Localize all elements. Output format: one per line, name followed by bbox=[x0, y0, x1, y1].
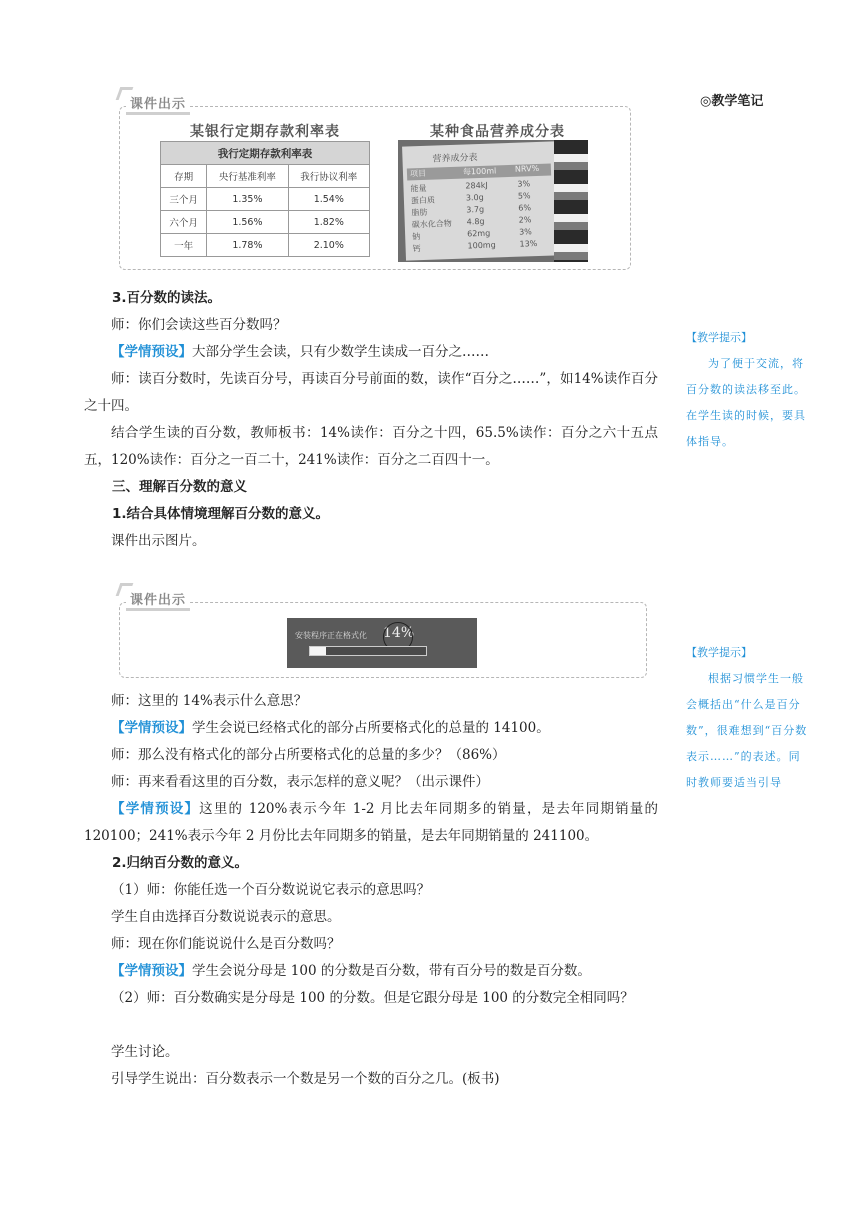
rate-cell: 三个月 bbox=[161, 188, 207, 211]
nutrition-header-row bbox=[407, 164, 551, 181]
preset-tag: 【学情预设】 bbox=[111, 801, 200, 817]
packaging-stripes bbox=[554, 140, 588, 262]
nutrition-rows bbox=[407, 178, 553, 255]
tip-text: 根据习惯学生一般会概括出“什么是百分数”，很难想到“百分数表示……”的表述。同时教师要适当引导 bbox=[686, 672, 808, 789]
preset-tag: 【学情预设】 bbox=[111, 720, 192, 736]
nutrition-cell: 3% bbox=[517, 179, 531, 189]
progress-fill bbox=[310, 647, 326, 655]
nutrition-header: 每100ml bbox=[462, 166, 497, 177]
nutrition-cell: 能量 bbox=[410, 183, 427, 194]
nutrition-cell: 62mg bbox=[466, 228, 491, 239]
courseware-label: 课件出示 bbox=[126, 93, 190, 115]
p15: （2）师：百分数确实是分母是 100 的分数。但是它跟分母是 100 的分数完全相同吗？ bbox=[111, 990, 634, 1006]
notes-header: ◎教学笔记 bbox=[700, 94, 764, 109]
rate-cell: 1.35% bbox=[207, 188, 288, 211]
progress-percent: 14% bbox=[383, 625, 415, 641]
table-row bbox=[161, 234, 370, 257]
format-progress-window bbox=[287, 618, 477, 668]
nutrition-cell: 脂肪 bbox=[411, 207, 428, 218]
nutrition-cell: 100mg bbox=[467, 240, 496, 251]
nutrition-header: 项目 bbox=[409, 168, 427, 179]
p12: 学生自由选择百分数说说表示的意思。 bbox=[111, 909, 341, 925]
nutrition-cell: 蛋白质 bbox=[410, 195, 436, 206]
p10-text: 这里的 120%表示今年 1-2 月比去年同期多的销量，是去年同期销量的 120100；241%表示今年 2 月份比去年同期多的销量，是去年同期销量的 241100。 bbox=[84, 801, 658, 844]
s1-title: 1.结合具体情境理解百分数的意义。 bbox=[112, 506, 330, 522]
nutrition-cell: 钙 bbox=[412, 244, 421, 254]
s3-title: 3.百分数的读法。 bbox=[112, 290, 222, 306]
p1: 师：你们会读这些百分数吗？ bbox=[111, 317, 287, 333]
rate-header: 我行协议利率 bbox=[288, 165, 369, 188]
nutrition-cell: 碳水化合物 bbox=[411, 219, 452, 230]
preset-tag: 【学情预设】 bbox=[111, 344, 192, 360]
rate-cell: 1.56% bbox=[207, 211, 288, 234]
p2-text: 大部分学生会读，只有少数学生读成一百分之…… bbox=[192, 344, 489, 360]
rate-cell: 1.78% bbox=[207, 234, 288, 257]
p4: 结合学生读的百分数，教师板书：14%读作：百分之十四，65.5%读作：百分之六十五点五，120%读作：百分之一百二十，241%读作：百分之二百四十一。 bbox=[84, 425, 658, 468]
nutrition-cell: 3.0g bbox=[465, 192, 484, 203]
p3: 师：读百分数时，先读百分号，再读百分号前面的数，读作“百分之……”，如14%读作百分之十四。 bbox=[84, 371, 658, 414]
nutrition-cell: 13% bbox=[519, 239, 538, 249]
p11: （1）师：你能任选一个百分数说说它表示的意思吗？ bbox=[111, 882, 431, 898]
p14 bbox=[84, 958, 658, 985]
p16: 学生讨论。 bbox=[111, 1044, 179, 1060]
table-row bbox=[161, 188, 370, 211]
nutrition-card bbox=[402, 141, 558, 260]
rate-header: 央行基准利率 bbox=[207, 165, 288, 188]
rate-table-wrap bbox=[160, 141, 370, 257]
table-row bbox=[161, 211, 370, 234]
nutrition-cell: 284kJ bbox=[465, 180, 488, 191]
nutrition-cell: 3.7g bbox=[466, 204, 485, 215]
rate-cell: 一年 bbox=[161, 234, 207, 257]
rate-cell: 六个月 bbox=[161, 211, 207, 234]
p17: 引导学生说出：百分数表示一个数是另一个数的百分之几。(板书) bbox=[111, 1071, 500, 1087]
nutrition-cell: 3% bbox=[518, 227, 532, 237]
panel1-title: 某银行定期存款利率表 bbox=[190, 124, 340, 140]
nutrition-photo bbox=[398, 140, 588, 262]
sec3-title: 三、理解百分数的意义 bbox=[112, 479, 247, 495]
nutrition-card-title: 营养成分表 bbox=[432, 153, 478, 165]
preset-tag: 【学情预设】 bbox=[111, 963, 192, 979]
nutrition-cell: 4.8g bbox=[466, 216, 485, 227]
rate-cell: 1.82% bbox=[288, 211, 369, 234]
tip-header: 【教学提示】 bbox=[686, 331, 752, 344]
tip-header: 【教学提示】 bbox=[686, 646, 752, 659]
panel2-title: 某种食品营养成分表 bbox=[430, 124, 565, 140]
p7-text: 学生会说已经格式化的部分占所要格式化的总量的 14100。 bbox=[192, 720, 550, 736]
teaching-tip-1 bbox=[686, 325, 810, 455]
progress-bar bbox=[309, 646, 427, 656]
p14-text: 学生会说分母是 100 的分数是百分数，带有百分号的数是百分数。 bbox=[192, 963, 591, 979]
nutrition-cell: 6% bbox=[518, 203, 532, 213]
p10 bbox=[84, 796, 658, 850]
p9: 师：再来看看这里的百分数，表示怎样的意义呢？（出示课件） bbox=[111, 774, 489, 790]
nutrition-cell: 钠 bbox=[412, 232, 421, 242]
p2 bbox=[84, 339, 658, 366]
rate-cell: 1.54% bbox=[288, 188, 369, 211]
p5: 课件出示图片。 bbox=[111, 533, 206, 549]
rate-table-title: 我行定期存款利率表 bbox=[161, 142, 370, 165]
rate-header: 存期 bbox=[161, 165, 207, 188]
p6: 师：这里的 14%表示什么意思？ bbox=[111, 693, 308, 709]
p13: 师：现在你们能说说什么是百分数吗？ bbox=[111, 936, 341, 952]
teaching-tip-2 bbox=[686, 640, 810, 796]
p7 bbox=[84, 715, 658, 742]
progress-caption: 安装程序正在格式化 bbox=[295, 631, 367, 640]
nutrition-header: NRV% bbox=[514, 163, 540, 174]
nutrition-cell: 2% bbox=[518, 215, 532, 225]
p8: 师：那么没有格式化的部分占所要格式化的总量的多少？（86%） bbox=[111, 747, 506, 763]
courseware-label: 课件出示 bbox=[126, 589, 190, 611]
nutrition-cell: 5% bbox=[517, 191, 531, 201]
rate-cell: 2.10% bbox=[288, 234, 369, 257]
tip-text: 为了便于交流，将百分数的读法移至此。在学生读的时候，要具体指导。 bbox=[686, 357, 806, 448]
rate-table bbox=[160, 141, 370, 257]
s2-title: 2.归纳百分数的意义。 bbox=[112, 855, 249, 871]
